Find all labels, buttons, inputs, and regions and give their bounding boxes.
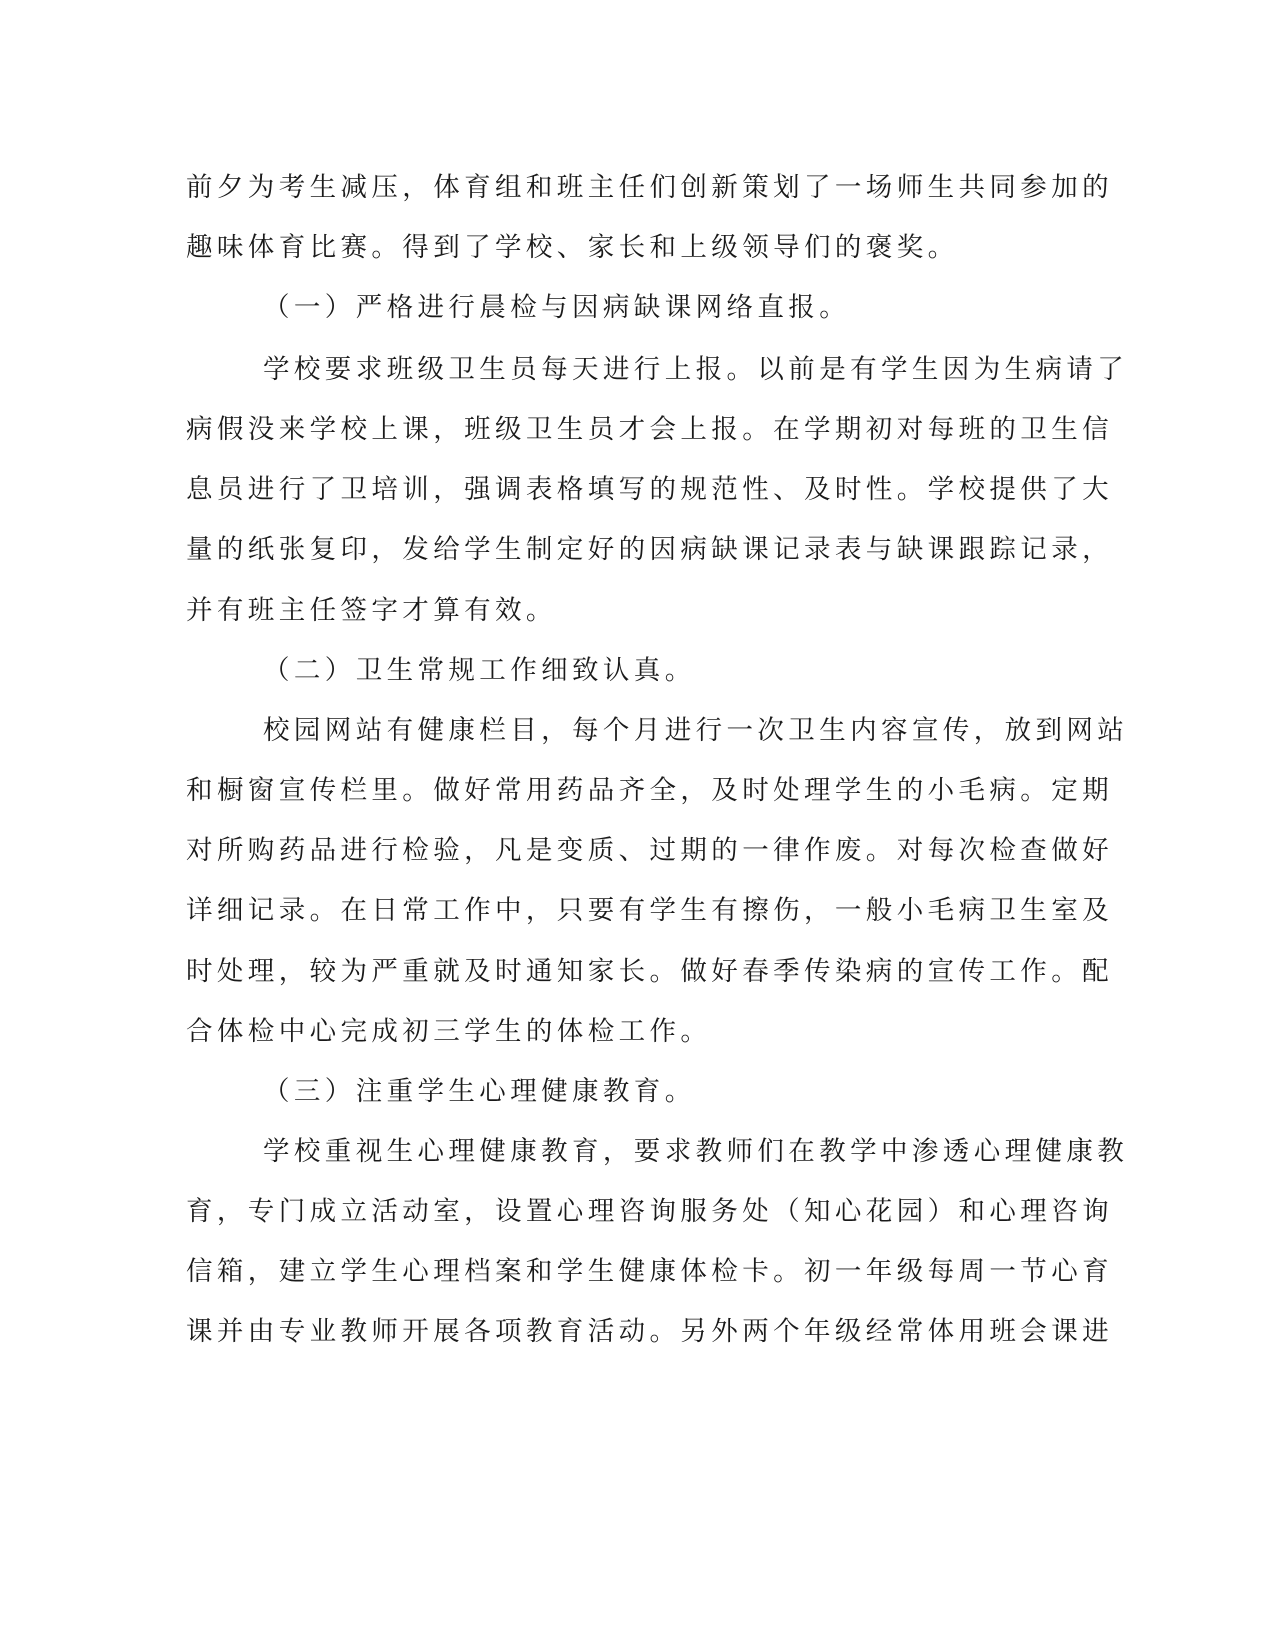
paragraph-line: 信箱，建立学生心理档案和学生健康体检卡。初一年级每周一节心育 <box>186 1256 1113 1287</box>
paragraph-line: 课并由专业教师开展各项教育活动。另外两个年级经常体用班会课进 <box>186 1316 1113 1347</box>
section-heading: （二）卫生常规工作细致认真。 <box>263 655 696 686</box>
paragraph-line: 育，专门成立活动室，设置心理咨询服务处（知心花园）和心理咨询 <box>186 1196 1113 1227</box>
section-heading: （三）注重学生心理健康教育。 <box>263 1076 696 1107</box>
paragraph-line: 对所购药品进行检验，凡是变质、过期的一律作废。对每次检查做好 <box>186 835 1113 866</box>
paragraph-line: 时处理，较为严重就及时通知家长。做好春季传染病的宣传工作。配 <box>186 956 1113 987</box>
paragraph-line: 详细记录。在日常工作中，只要有学生有擦伤，一般小毛病卫生室及 <box>186 895 1113 926</box>
paragraph-line: 前夕为考生减压，体育组和班主任们创新策划了一场师生共同参加的 <box>186 172 1113 203</box>
paragraph-line: 学校重视生心理健康教育，要求教师们在教学中渗透心理健康教 <box>263 1136 1129 1167</box>
paragraph-line: 并有班主任签字才算有效。 <box>186 595 557 626</box>
paragraph-line: 学校要求班级卫生员每天进行上报。以前是有学生因为生病请了 <box>263 354 1129 385</box>
paragraph-line: 合体检中心完成初三学生的体检工作。 <box>186 1016 712 1047</box>
paragraph-line: 和橱窗宣传栏里。做好常用药品齐全，及时处理学生的小毛病。定期 <box>186 775 1113 806</box>
paragraph-line: 量的纸张复印，发给学生制定好的因病缺课记录表与缺课跟踪记录， <box>186 534 1113 565</box>
paragraph-line: 趣味体育比赛。得到了学校、家长和上级领导们的褒奖。 <box>186 232 959 263</box>
paragraph-line: 校园网站有健康栏目，每个月进行一次卫生内容宣传，放到网站 <box>263 715 1129 746</box>
paragraph-line: 病假没来学校上课，班级卫生员才会上报。在学期初对每班的卫生信 <box>186 414 1113 445</box>
paragraph-line: 息员进行了卫培训，强调表格填写的规范性、及时性。学校提供了大 <box>186 474 1113 505</box>
section-heading: （一）严格进行晨检与因病缺课网络直报。 <box>263 292 851 323</box>
